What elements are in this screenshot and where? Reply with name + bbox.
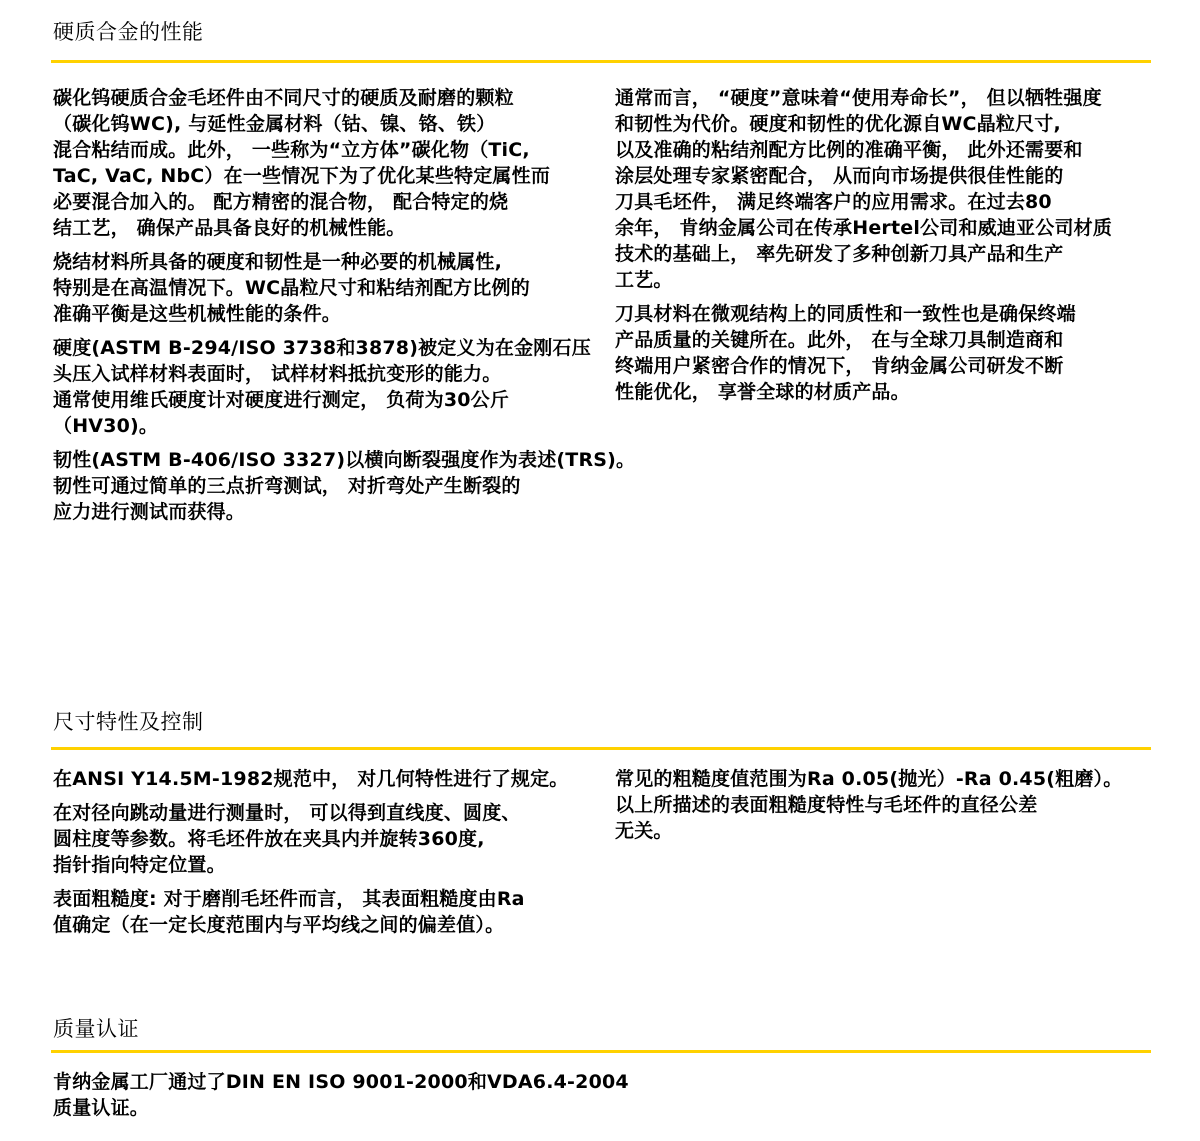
text-line: 特别是在高温情况下。WC晶粒尺寸和粘结剂配方比例的 <box>53 277 530 299</box>
section-divider <box>51 60 1151 63</box>
text-line: 在对径向跳动量进行测量时， 可以得到直线度、圆度、 <box>53 802 521 824</box>
text-line: 以上所描述的表面粗糙度特性与毛坯件的直径公差 <box>615 794 1038 816</box>
section-carbide-properties <box>51 18 1151 533</box>
text-line: （HV30)。 <box>53 415 159 437</box>
text-line: （碳化钨WC), 与延性金属材料（钴、镍、铬、铁） <box>53 113 496 135</box>
text-line: 终端用户紧密合作的情况下， 肯纳金属公司研发不断 <box>615 355 1064 377</box>
text-line: 工艺。 <box>615 269 673 291</box>
text-line: 应力进行测试而获得。 <box>53 501 246 523</box>
text-line: 刀具毛坯件， 满足终端客户的应用需求。在过去80 <box>615 191 1052 213</box>
paragraph <box>615 85 1153 293</box>
text-line: 涂层处理专家紧密配合， 从而向市场提供很佳性能的 <box>615 165 1064 187</box>
section-title: 硬质合金的性能 <box>53 20 204 44</box>
text-line: 表面粗糙度: 对于磨削毛坯件而言， 其表面粗糙度由Ra <box>53 888 525 910</box>
text-line: 质量认证。 <box>53 1097 150 1119</box>
left-column <box>53 1069 629 1129</box>
section-divider <box>51 1050 1151 1053</box>
paragraph <box>615 766 1153 844</box>
section-columns <box>51 85 1151 533</box>
paragraph <box>53 886 615 938</box>
paragraph <box>53 447 636 525</box>
text-line: 技术的基础上， 率先研发了多种创新刀具产品和生产 <box>615 243 1064 265</box>
text-line: 常见的粗糙度值范围为Ra 0.05(抛光）-Ra 0.45(粗磨）。 <box>615 768 1123 790</box>
text-line: 值确定（在一定长度范围内与平均线之间的偏差值）。 <box>53 914 505 936</box>
section-title: 尺寸特性及控制 <box>53 710 204 734</box>
right-column <box>615 85 1153 533</box>
text-line: 头压入试样材料表面时， 试样材料抵抗变形的能力。 <box>53 363 502 385</box>
text-line: 指针指向特定位置。 <box>53 854 226 876</box>
text-line: 刀具材料在微观结构上的同质性和一致性也是确保终端 <box>615 303 1076 325</box>
text-line: 必要混合加入的。 配方精密的混合物， 配合特定的烧 <box>53 191 509 213</box>
text-line: 烧结材料所具备的硬度和韧性是一种必要的机械属性, <box>53 251 503 273</box>
text-line: 混合粘结而成。此外， 一些称为“立方体”碳化物（TiC, <box>53 139 530 161</box>
text-line: TaC, VaC, NbC）在一些情况下为了优化某些特定属性而 <box>53 165 551 187</box>
paragraph <box>53 335 615 439</box>
section-columns <box>51 766 1151 946</box>
paragraph <box>53 766 615 792</box>
left-column <box>53 85 636 533</box>
text-line: 余年， 肯纳金属公司在传承Hertel公司和威迪亚公司材质 <box>615 217 1113 239</box>
text-line: 性能优化， 享誉全球的材质产品。 <box>615 381 910 403</box>
section-dimensional-control <box>51 708 1151 946</box>
text-line: 通常而言， “硬度”意味着“使用寿命长”， 但以牺牲强度 <box>615 87 1102 109</box>
text-line: 准确平衡是这些机械性能的条件。 <box>53 303 342 325</box>
text-line: 和韧性为代价。硬度和韧性的优化源自WC晶粒尺寸, <box>615 113 1061 135</box>
text-line: 肯纳金属工厂通过了DIN EN ISO 9001-2000和VDA6.4-2004 <box>53 1071 629 1093</box>
section-title: 质量认证 <box>53 1017 139 1041</box>
left-column <box>53 766 615 946</box>
text-line: 通常使用维氏硬度计对硬度进行测定， 负荷为30公斤 <box>53 389 510 411</box>
text-line: 结工艺， 确保产品具备良好的机械性能。 <box>53 217 406 239</box>
text-line: 圆柱度等参数。将毛坯件放在夹具内并旋转360度, <box>53 828 485 850</box>
right-column <box>615 766 1153 946</box>
section-columns <box>51 1069 1151 1129</box>
text-line: 韧性(ASTM B-406/ISO 3327)以横向断裂强度作为表述(TRS)。 <box>53 449 636 471</box>
text-line: 以及准确的粘结剂配方比例的准确平衡， 此外还需要和 <box>615 139 1083 161</box>
text-line: 产品质量的关键所在。此外， 在与全球刀具制造商和 <box>615 329 1064 351</box>
text-line: 在ANSI Y14.5M-1982规范中， 对几何特性进行了规定。 <box>53 768 569 790</box>
paragraph <box>53 800 615 878</box>
text-line: 无关。 <box>615 820 673 842</box>
paragraph <box>615 301 1153 405</box>
paragraph <box>53 85 615 241</box>
text-line: 碳化钨硬质合金毛坯件由不同尺寸的硬质及耐磨的颗粒 <box>53 87 514 109</box>
section-divider <box>51 747 1151 750</box>
section-quality-certification <box>51 1015 1151 1129</box>
paragraph <box>53 1069 629 1121</box>
paragraph <box>53 249 615 327</box>
text-line: 硬度(ASTM B-294/ISO 3738和3878)被定义为在金刚石压 <box>53 337 591 359</box>
text-line: 韧性可通过简单的三点折弯测试， 对折弯处产生断裂的 <box>53 475 521 497</box>
